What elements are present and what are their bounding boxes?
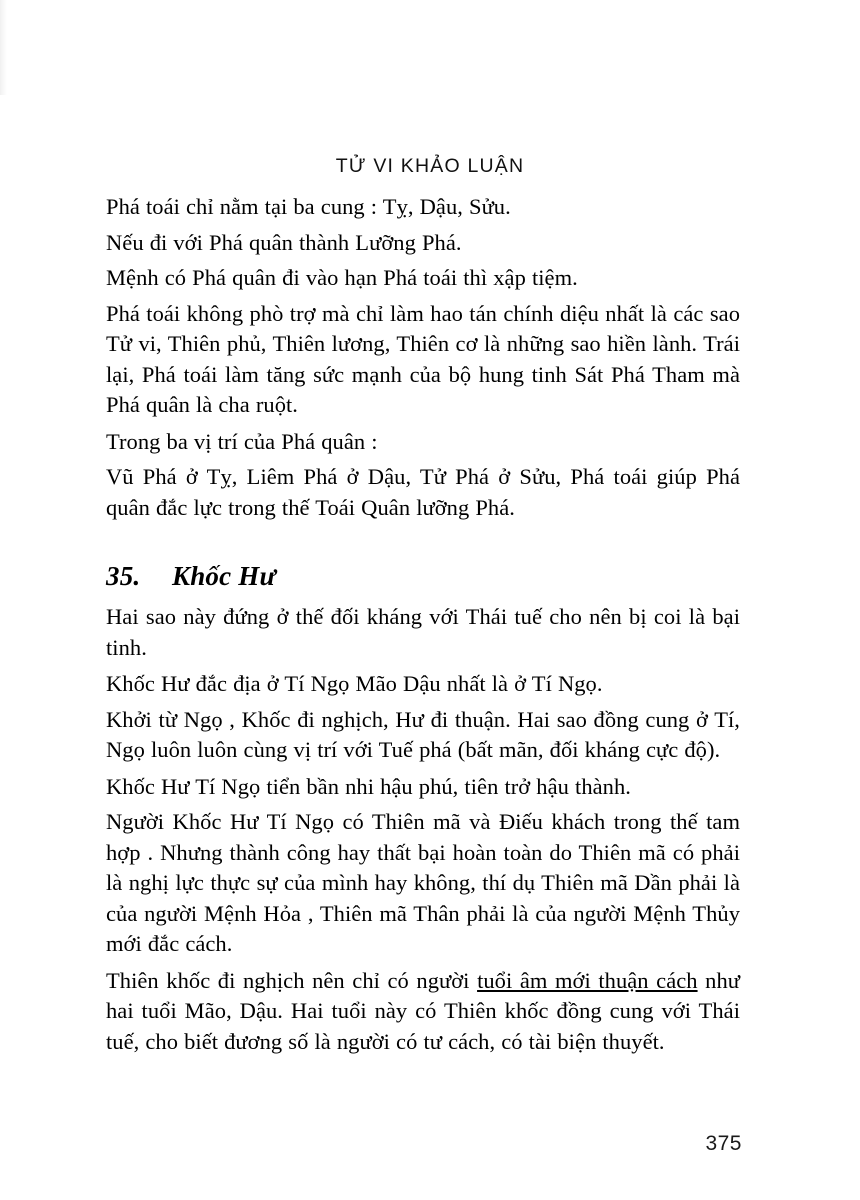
- paragraph-s4: Khốc Hư Tí Ngọ tiển bần nhi hậu phú, tiên trở hậu thành.: [106, 773, 631, 799]
- paragraph-s1: Hai sao này đứng ở thế đối kháng với Thái tuế cho nên bị coi là bại tinh.: [106, 604, 740, 660]
- paragraph-p4: Phá toái không phò trợ mà chỉ làm hao tán chính diệu nhất là các sao Tử vi, Thiên phủ, Thiên lương, Thiên cơ là những sao hiền lành. Trái lại, Phá toái làm tăng sức mạnh của bộ hung tinh Sát Phá Tham mà Phá quân là cha ruột.: [106, 300, 740, 417]
- paragraph-s6-tail: như hai tuổi Mão, Dậu. Hai tuổi này có Thiên khốc đồng cung với Thái tuế, cho biết đương số là người có tư cách, có tài biện thuyết.: [106, 967, 740, 1054]
- running-head: TỬ VI KHẢO LUẬN: [335, 155, 525, 177]
- page-number: 375: [705, 1132, 742, 1155]
- paragraph-p3: Mệnh có Phá quân đi vào hạn Phá toái thì xập tiệm.: [106, 265, 578, 290]
- paragraph-s6-lead: Thiên khốc đi nghịch nên chỉ có người: [106, 967, 478, 993]
- paragraph-p2: Nếu đi với Phá quân thành Lưỡng Phá.: [106, 229, 462, 255]
- scan-edge-artifact: [0, 0, 7, 95]
- paragraph-p5: Trong ba vị trí của Phá quân :: [106, 428, 378, 454]
- paragraph-s6: [106, 966, 740, 1058]
- section-number: 35.: [106, 561, 141, 591]
- page-content: [106, 192, 740, 1063]
- paragraph-s5: Người Khốc Hư Tí Ngọ có Thiên mã và Điếu khách trong thế tam hợp . Nhưng thành công hay thất bại hoàn toàn do Thiên mã có phải là nghị lực thực sự của mình hay không, thí dụ Thiên mã Dần phải là của người Mệnh Hỏa , Thiên mã Thân phải là của người Mệnh Thủy mới đắc cách.: [106, 809, 740, 956]
- paragraph-s2: Khốc Hư đắc địa ở Tí Ngọ Mão Dậu nhất là ở Tí Ngọ.: [106, 671, 603, 696]
- paragraph-p6: Vũ Phá ở Tỵ, Liêm Phá ở Dậu, Tử Phá ở Sửu, Phá toái giúp Phá quân đắc lực trong thế Toái Quân lưỡng Phá.: [106, 464, 740, 520]
- section-title: Khốc Hư: [172, 561, 276, 591]
- section-heading: [106, 559, 740, 593]
- paragraph-p1: Phá toái chỉ nằm tại ba cung : Tỵ, Dậu, Sửu.: [106, 194, 511, 219]
- paragraph-s3: Khởi từ Ngọ , Khốc đi nghịch, Hư đi thuận. Hai sao đồng cung ở Tí, Ngọ luôn luôn cùng vị trí với Tuế phá (bất mãn, đối kháng cực độ).: [106, 706, 740, 762]
- paragraph-s6-underlined-phrase: tuổi âm mới thuận cách: [477, 967, 698, 993]
